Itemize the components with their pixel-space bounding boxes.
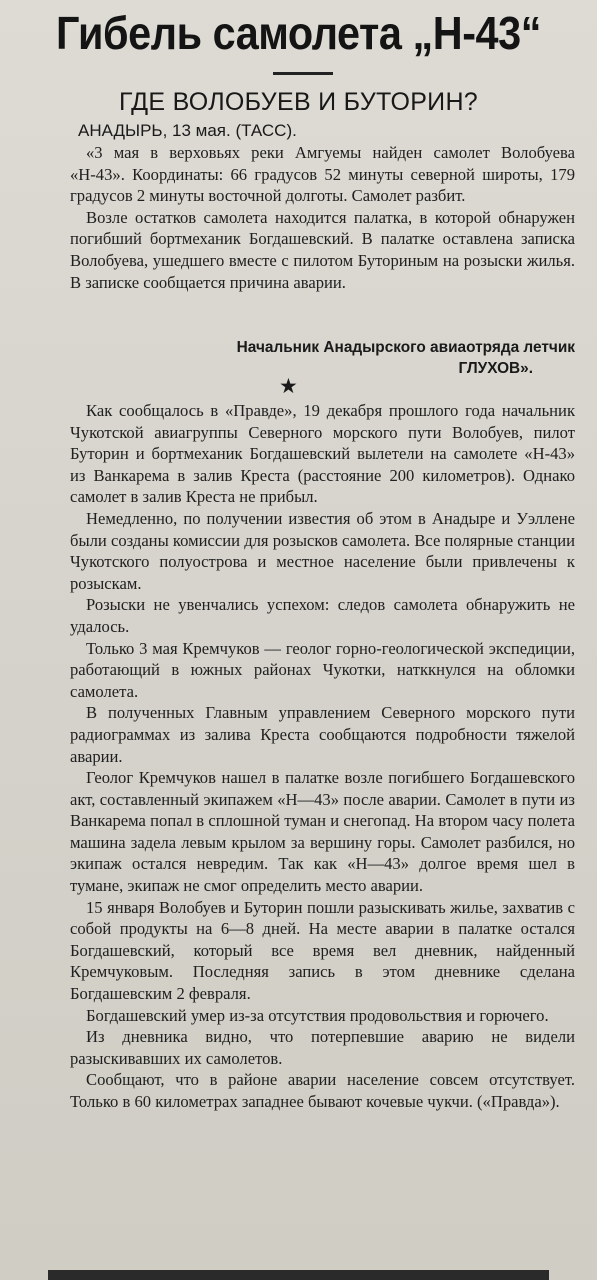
article-body xyxy=(70,400,575,1113)
article-headline: Гибель самолета „Н-43“ xyxy=(56,7,541,59)
telegram-paragraph: Возле остатков самолета находится палатка, в которой обнаружен погибший бортмеханик Богдашевский. В палатке оставлена записка Волобуева, ушедшего вместе с пилотом Буториным на розыски жилья. В записке сообщается причина аварии. xyxy=(70,207,575,292)
body-paragraph: Только 3 мая Кремчуков — геолог горно-геологической экспедиции, работающий в южных районах Чукотки, натккнулся на обломки самолета. xyxy=(70,638,575,701)
body-paragraph: В полученных Главным управлением Северного морского пути радиограммах из залива Креста сообщаются подробности тяжелой аварии. xyxy=(70,703,575,766)
signature-name: ГЛУХОВ». xyxy=(458,360,533,377)
star-separator-icon: ★ xyxy=(279,374,298,398)
body-paragraph: Богдашевский умер из-за отсутствия продовольствия и горючего. xyxy=(86,1005,549,1025)
body-paragraph: Розыски не увенчались успехом: следов самолета обнаружить не удалось. xyxy=(70,595,575,636)
page-bottom-rule xyxy=(0,1270,597,1280)
telegram-text xyxy=(70,142,575,293)
signature-title: Начальник Анадырского авиаотряда летчик xyxy=(236,339,575,356)
article-subheadline: ГДЕ ВОЛОБУЕВ И БУТОРИН? xyxy=(118,88,478,116)
body-paragraph: Как сообщалось в «Правде», 19 декабря прошлого года начальник Чукотской авиагруппы Северного морского пути Волобуев, пилот Буторин и бортмеханик Богдашевский вылетели на самолете «Н-43» из Ванкарема в залив Креста (расстояние 200 километров). Однако самолет в залив Креста не прибыл. xyxy=(70,401,575,507)
telegram-paragraph: «3 мая в верховьях реки Амгуемы найден самолет Волобуева «Н-43». Координаты: 66 градусов 52 минуты северной широты, 179 градусов 2 минуты восточной долготы. Самолет разбит. xyxy=(70,143,575,206)
body-paragraph: Немедленно, по получении известия об этом в Анадыре и Уэллене были созданы комиссии для розысков самолета. Все полярные станции Чукотского полуострова и местное население были привлечены к розыскам. xyxy=(70,508,575,593)
body-paragraph: 15 января Волобуев и Буторин пошли разыскивать жилье, захватив с собой продукты на 6—8 дней. На месте аварии в палатке остался Богдашевский, который все время вел дневник, найденный Кремчуковым. Последняя запись в этом дневнике сделана Богдашевским 2 февраля. xyxy=(70,897,575,1004)
body-paragraph: Из дневника видно, что потерпевшие аварию не видели разыскивавших их самолетов. xyxy=(70,1027,575,1068)
telegram-signature xyxy=(70,337,575,379)
body-paragraph: Сообщают, что в районе аварии население совсем отсутствует. Только в 60 километрах западнее бывают кочевые чукчи. («Правда»). xyxy=(70,1070,575,1111)
body-paragraph: Геолог Кремчуков нашел в палатке возле погибшего Богдашевского акт, составленный экипажем «Н—43» после аварии. Самолет в пути из Ванкарема попал в сплошной туман и снегопад. На втором часу полета машина задела левым крылом за вершину горы. Самолет разбился, но экипаж остался невредим. Так как «Н—43» долгое время шел в тумане, экипаж не смог определить место аварии. xyxy=(70,768,575,896)
headline-divider xyxy=(273,72,333,75)
article-dateline: АНАДЫРЬ, 13 мая. (ТАСС). xyxy=(78,121,297,140)
